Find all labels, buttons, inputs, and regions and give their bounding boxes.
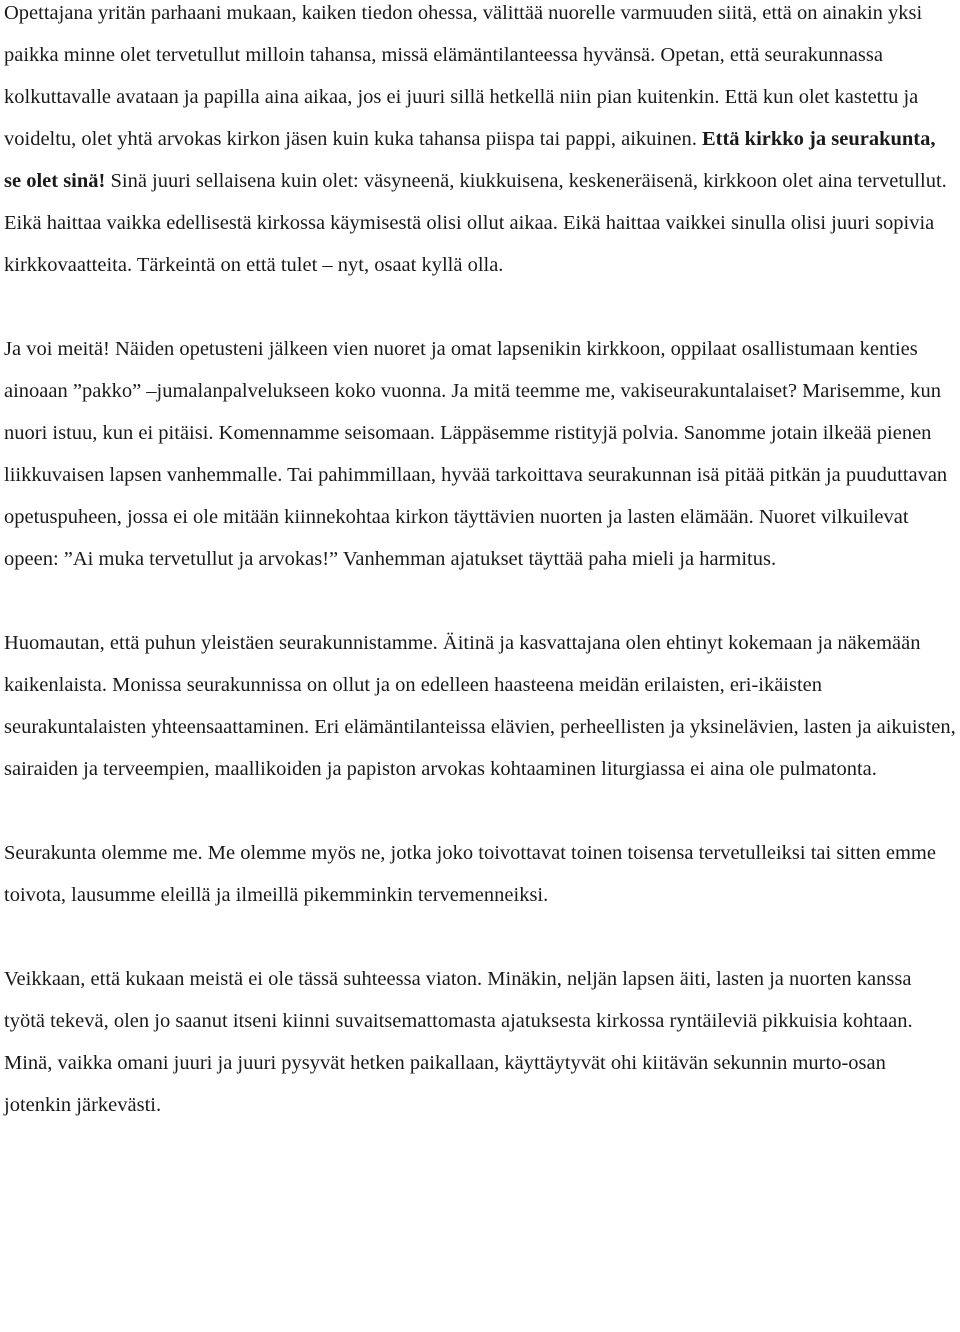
paragraph-spacer bbox=[4, 286, 956, 328]
paragraph-2-text: Ja voi meitä! Näiden opetusteni jälkeen vien nuoret ja omat lapsenikin kirkkoon, oppilaat osallistumaan kenties ainoaan ”pakko” –jumalanpalvelukseen koko vuonna. Ja mitä teemme me, vakiseurakuntalaiset? Marisemme, kun nuori istuu, kun ei pitäisi. Komennamme seisomaan. Läppäsemme ristityjä polvia. Sanomme jotain ilkeää pienen liikkuvaisen lapsen vanhemmalle. Tai pahimmillaan, hyvää tarkoittava seurakunnan isä pitää pitkän ja puuduttavan opetuspuheen, jossa ei ole mitään kiinnekohtaa kirkon täyttävien nuorten ja lasten elämään. Nuoret vilkuilevat opeen: ”Ai muka tervetullut ja arvokas!” Vanhemman ajatukset täyttää paha mieli ja harmitus. bbox=[4, 338, 948, 570]
paragraph-1-text-a: Opettajana yritän parhaani mukaan, kaiken tiedon ohessa, välittää nuorelle varmuuden siitä, että on ainakin yksi paikka minne olet tervetullut milloin tahansa, missä elämäntilanteessa hyvänsä. Opetan, että seurakunnassa kolkuttavalle avataan ja papilla aina aikaa, jos ei juuri sillä hetkellä niin pian kuitenkin. Että kun olet kastettu ja voideltu, olet yhtä arvokas kirkon jäsen kuin kuka tahansa piispa tai pappi, aikuinen. bbox=[4, 2, 923, 150]
paragraph-2 bbox=[4, 328, 956, 580]
paragraph-1 bbox=[4, 0, 956, 286]
paragraph-1-bold-text: Että kirkko ja seurakunta, se olet sinä! bbox=[4, 128, 936, 192]
paragraph-1-text-b: Sinä juuri sellaisena kuin olet: väsyneenä, kiukkuisena, keskeneräisenä, kirkkoon olet aina tervetullut. Eikä haittaa vaikka edellisestä kirkossa käymisestä olisi ollut aikaa. Eikä haittaa vaikkei sinulla olisi juuri sopivia kirkkovaatteita. Tärkeintä on että tulet – nyt, osaat kyllä olla. bbox=[4, 170, 947, 276]
paragraph-spacer bbox=[4, 916, 956, 958]
paragraph-5-text: Veikkaan, että kukaan meistä ei ole tässä suhteessa viaton. Minäkin, neljän lapsen äiti, lasten ja nuorten kanssa työtä tekevä, olen jo saanut itseni kiinni suvaitsemattomasta ajatuksesta kirkossa ryntäileviä pikkuisia kohtaan. Minä, vaikka omani juuri ja juuri pysyvät hetken paikallaan, käyttäytyvät ohi kiitävän sekunnin murto-osan jotenkin järkevästi. bbox=[4, 968, 913, 1116]
paragraph-3 bbox=[4, 622, 956, 790]
paragraph-spacer bbox=[4, 580, 956, 622]
document-page bbox=[4, 0, 956, 1126]
paragraph-spacer bbox=[4, 790, 956, 832]
paragraph-4-text: Seurakunta olemme me. Me olemme myös ne, jotka joko toivottavat toinen toisensa tervetulleiksi tai sitten emme toivota, lausumme eleillä ja ilmeillä pikemminkin tervemenneiksi. bbox=[4, 842, 936, 906]
paragraph-5 bbox=[4, 958, 956, 1126]
paragraph-4 bbox=[4, 832, 956, 916]
paragraph-3-text: Huomautan, että puhun yleistäen seurakunnistamme. Äitinä ja kasvattajana olen ehtinyt kokemaan ja näkemään kaikenlaista. Monissa seurakunnissa on ollut ja on edelleen haasteena meidän erilaisten, eri-ikäisten seurakuntalaisten yhteensaattaminen. Eri elämäntilanteissa elävien, perheellisten ja yksinelävien, lasten ja aikuisten, sairaiden ja terveempien, maallikoiden ja papiston arvokas kohtaaminen liturgiassa ei aina ole pulmatonta. bbox=[4, 632, 956, 780]
